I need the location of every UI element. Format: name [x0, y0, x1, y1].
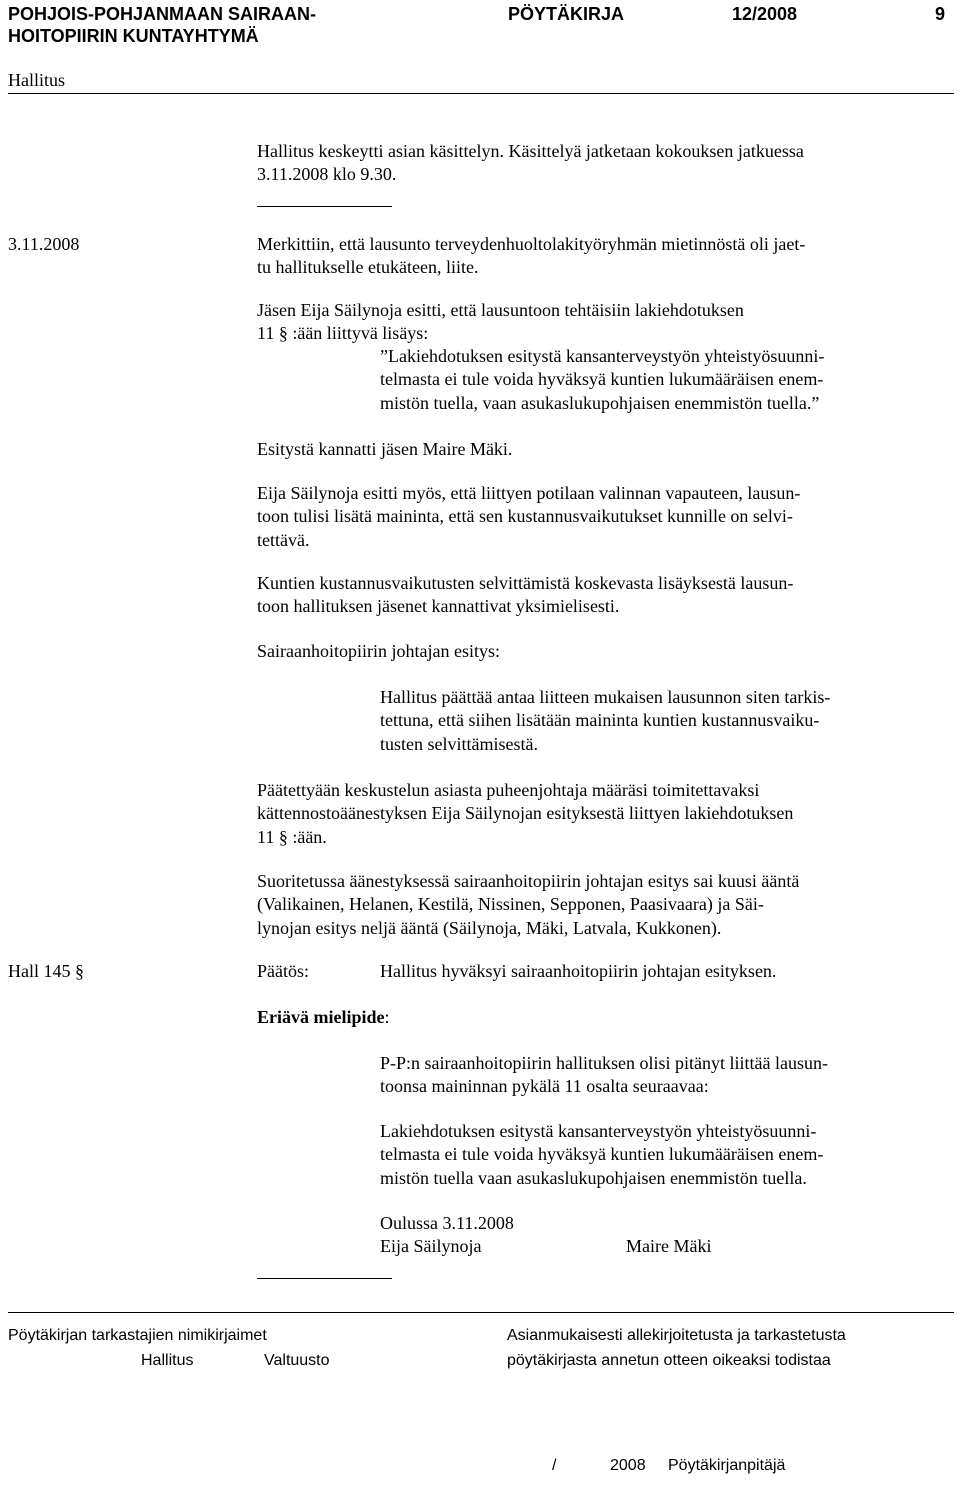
- page-number: 9: [935, 4, 946, 24]
- decision-label: Päätös:: [257, 961, 309, 981]
- certified-line2: pöytäkirjasta annetun otteen oikeaksi todistaa: [507, 1352, 831, 1369]
- organization-name-line2: HOITOPIIRIN KUNTAYHTYMÄ: [8, 26, 259, 46]
- text-line: toonsa maininnan pykälä 11 osalta seuraavaa:: [380, 1076, 709, 1097]
- director-proposal: [380, 686, 830, 756]
- text-line: tettävä.: [257, 529, 310, 550]
- text-line: 11 § :ään.: [257, 826, 327, 847]
- text-line: 11 § :ään liittyvä lisäys:: [257, 323, 429, 344]
- text-line: P-P:n sairaanhoitopiirin hallituksen olisi pitänyt liittää lausun-: [380, 1053, 828, 1073]
- organization-name-line1: POHJOIS-POHJANMAAN SAIRAAN-: [8, 4, 317, 24]
- dissent-heading: [257, 1006, 390, 1029]
- header-rule: [8, 93, 954, 94]
- text-line: telmasta ei tule voida hyväksyä kuntien lukumääräisen enem-: [380, 1144, 824, 1165]
- text-line: 3.11.2008 klo 9.30.: [257, 164, 397, 185]
- dissent-colon: :: [384, 1007, 390, 1027]
- dissent-text: [380, 1052, 828, 1099]
- session-text: [257, 233, 805, 280]
- separator-rule: [257, 1278, 392, 1279]
- text-line: kättennostoäänestyksen Eija Säilynojan esityksestä liittyen lakiehdotuksen: [257, 803, 794, 824]
- section-id: Hall 145 §: [8, 961, 84, 981]
- date-slash: /: [552, 1457, 557, 1474]
- text-line: Merkittiin, että lausunto terveydenhuoltolakityöryhmän mietinnöstä oli jaet-: [257, 234, 806, 254]
- initials-col-valtuusto: Valtuusto: [264, 1352, 330, 1369]
- document-type: PÖYTÄKIRJA: [508, 4, 625, 24]
- proposal-quote: [380, 345, 824, 415]
- session-date: 3.11.2008: [8, 234, 80, 254]
- separator-rule: [257, 206, 392, 207]
- initials-title: Pöytäkirjan tarkastajien nimikirjaimet: [8, 1327, 267, 1344]
- proposal-intro: [257, 299, 744, 346]
- text-line: ”Lakiehdotuksen esitystä kansanterveystyön yhteistyösuunni-: [380, 346, 825, 366]
- text-line: tu hallitukselle etukäteen, liite.: [257, 257, 479, 278]
- document-number: 12/2008: [732, 4, 798, 24]
- intro-text: [257, 140, 804, 187]
- initials-col-hallitus: Hallitus: [141, 1352, 194, 1369]
- decision-text: Hallitus hyväksyi sairaanhoitopiirin johtajan esityksen.: [380, 961, 777, 981]
- footer-rule: [8, 1312, 954, 1313]
- text-line: mistön tuella, vaan asukaslukupohjaisen enemmistön tuella.”: [380, 392, 820, 413]
- dissent-label: Eriävä mielipide: [257, 1007, 385, 1027]
- vote-text: [257, 779, 793, 849]
- place-date: Oulussa 3.11.2008: [380, 1213, 514, 1233]
- text-line: tusten selvittämisestä.: [380, 733, 538, 754]
- text-line: toon tulisi lisätä maininta, että sen kustannusvaikutukset kunnille on selvi-: [257, 506, 793, 527]
- text-line: Eija Säilynoja esitti myös, että liittyen potilaan valinnan vapauteen, lausun-: [257, 483, 801, 503]
- text-line: Hallitus keskeytti asian käsittelyn. Käsittelyä jatketaan kokouksen jatkuessa: [257, 141, 804, 161]
- vote-result: [257, 870, 799, 940]
- footer-year: 2008: [610, 1457, 646, 1474]
- text-line: Lakiehdotuksen esitystä kansanterveystyön yhteistyösuunni-: [380, 1121, 817, 1141]
- certified-line1: Asianmukaisesti allekirjoitetusta ja tarkastetusta: [507, 1327, 846, 1344]
- text-line: (Valikainen, Helanen, Kestilä, Nissinen, Sepponen, Paasivaara) ja Säi-: [257, 894, 764, 915]
- text-line: telmasta ei tule voida hyväksyä kuntien lukumääräisen enem-: [380, 369, 824, 390]
- text-line: toon hallituksen jäsenet kannattivat yksimielisesti.: [257, 596, 620, 617]
- dissent-quote: [380, 1120, 823, 1190]
- text-line: lynojan esitys neljä ääntä (Säilynoja, Mäki, Latvala, Kukkonen).: [257, 917, 722, 938]
- cost-text: [257, 572, 793, 619]
- signer-1: Eija Säilynoja: [380, 1236, 482, 1256]
- text-line: Suoritetussa äänestyksessä sairaanhoitopiirin johtajan esitys sai kuusi ääntä: [257, 871, 800, 891]
- seconded-text: Esitystä kannatti jäsen Maire Mäki.: [257, 439, 513, 459]
- text-line: tettuna, että siihen lisätään maininta kuntien kustannusvaiku-: [380, 710, 820, 731]
- second-proposal: [257, 482, 800, 552]
- record-keeper: Pöytäkirjanpitäjä: [668, 1457, 786, 1474]
- director-label: Sairaanhoitopiirin johtajan esitys:: [257, 641, 500, 661]
- text-line: Kuntien kustannusvaikutusten selvittämistä koskevasta lisäyksestä lausun-: [257, 573, 794, 593]
- text-line: Hallitus päättää antaa liitteen mukaisen lausunnon siten tarkis-: [380, 687, 831, 707]
- text-line: Päätettyään keskustelun asiasta puheenjohtaja määräsi toimitettavaksi: [257, 780, 760, 800]
- text-line: Jäsen Eija Säilynoja esitti, että lausuntoon tehtäisiin lakiehdotuksen: [257, 300, 744, 320]
- text-line: mistön tuella vaan asukaslukupohjaisen enemmistön tuella.: [380, 1167, 807, 1188]
- signer-2: Maire Mäki: [626, 1236, 712, 1256]
- body-name: Hallitus: [8, 70, 65, 90]
